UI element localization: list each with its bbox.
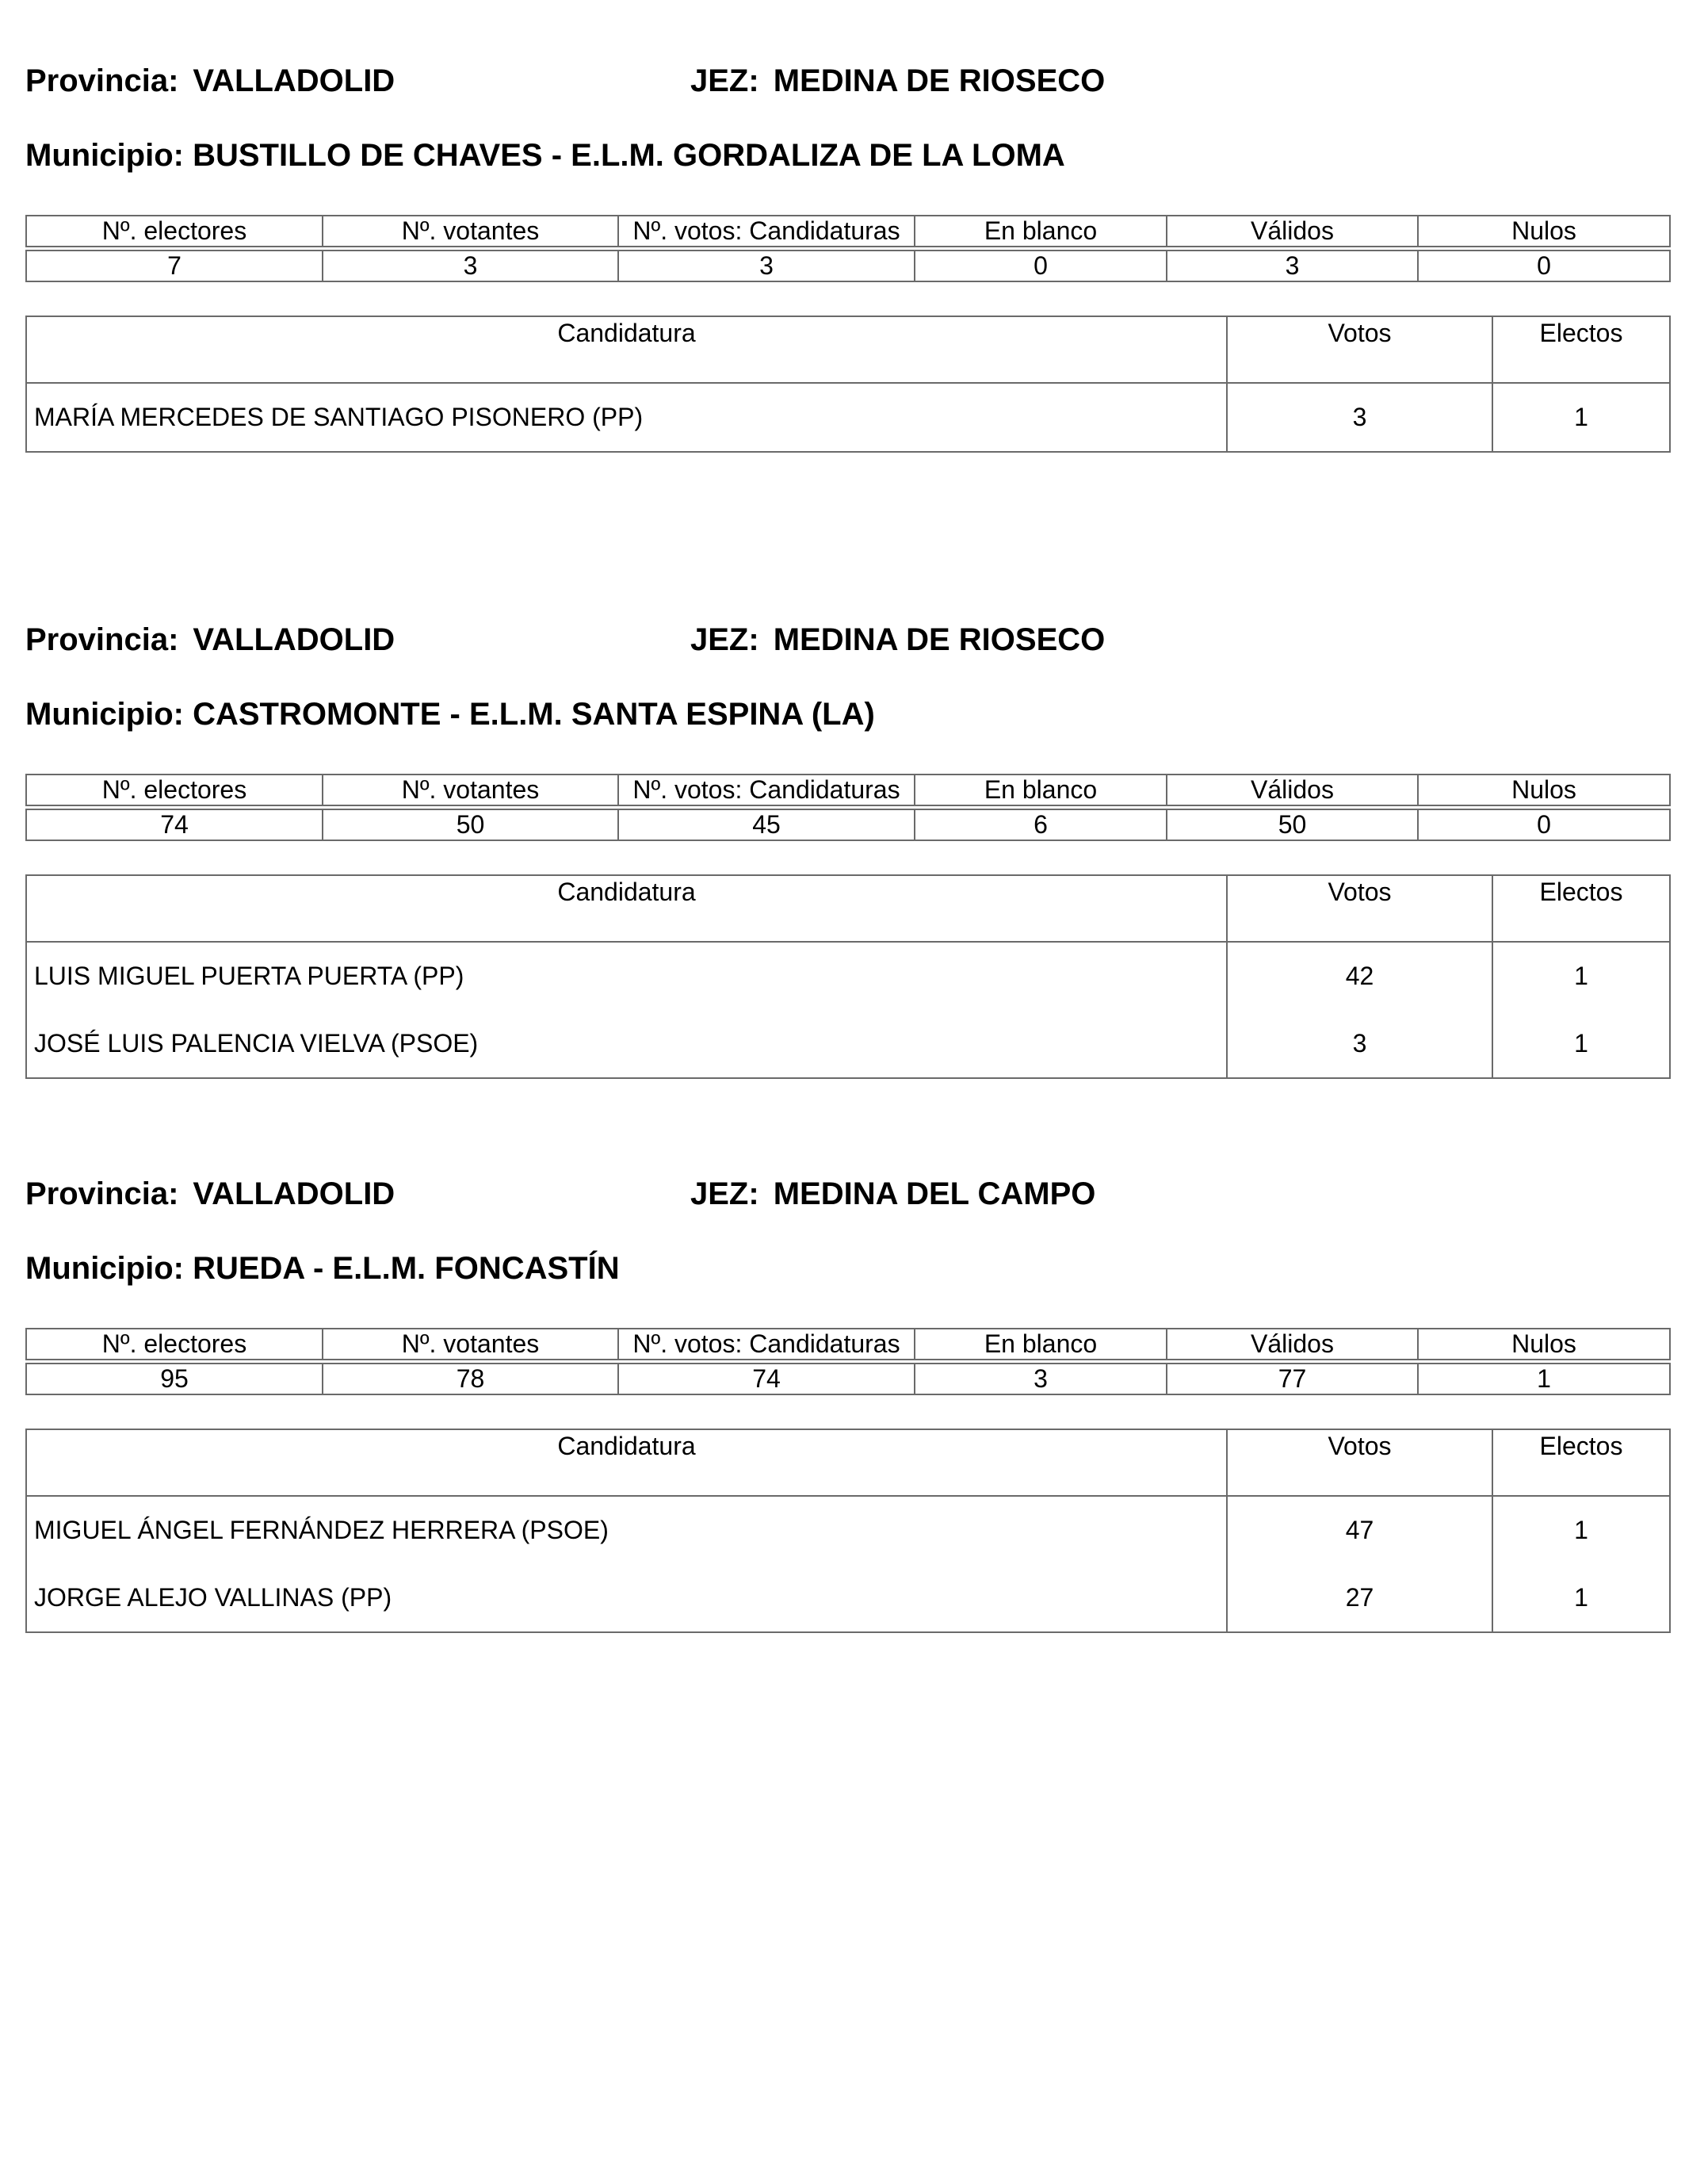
stats-header-nulos: Nulos xyxy=(1418,775,1670,805)
municipio-label: Municipio: xyxy=(25,138,184,173)
stats-value-votos-candidaturas: 3 xyxy=(618,251,915,281)
stats-value-validos: 77 xyxy=(1167,1364,1418,1394)
electos-header: Electos xyxy=(1492,875,1670,942)
candidates-header-row xyxy=(26,316,1670,383)
stats-header-validos: Válidos xyxy=(1167,1329,1418,1360)
provincia-label: Provincia: xyxy=(25,1176,179,1211)
candidate-votos: 3 xyxy=(1227,1010,1492,1078)
stats-header-validos: Válidos xyxy=(1167,775,1418,805)
stats-table xyxy=(25,774,1671,841)
candidate-votos: 47 xyxy=(1227,1496,1492,1564)
candidate-electos: 1 xyxy=(1492,1564,1670,1632)
candidates-table xyxy=(25,874,1671,1079)
stats-value-votos-candidaturas: 74 xyxy=(618,1364,915,1394)
jez-line xyxy=(690,616,1105,664)
stats-header-en-blanco: En blanco xyxy=(915,1329,1167,1360)
provincia-line xyxy=(25,616,395,664)
stats-header-en-blanco: En blanco xyxy=(915,775,1167,805)
provincia-line xyxy=(25,1170,395,1218)
municipio-line xyxy=(25,690,875,738)
municipio-label: Municipio: xyxy=(25,1251,184,1286)
votos-header: Votos xyxy=(1227,875,1492,942)
jez-value: MEDINA DE RIOSECO xyxy=(773,622,1106,657)
stats-value-votantes: 3 xyxy=(323,251,618,281)
candidate-row xyxy=(26,1496,1670,1564)
stats-value-row xyxy=(26,1364,1670,1394)
electos-header: Electos xyxy=(1492,1429,1670,1496)
stats-value-electores: 74 xyxy=(26,809,323,840)
stats-value-validos: 50 xyxy=(1167,809,1418,840)
stats-header-row xyxy=(26,1329,1670,1360)
stats-value-validos: 3 xyxy=(1167,251,1418,281)
municipio-value: BUSTILLO DE CHAVES - E.L.M. GORDALIZA DE LA LOMA xyxy=(193,138,1065,173)
jez-value: MEDINA DEL CAMPO xyxy=(773,1176,1096,1211)
stats-header-votos-candidaturas: Nº. votos: Candidaturas xyxy=(618,216,915,247)
candidatura-header: Candidatura xyxy=(26,1429,1227,1496)
candidate-row xyxy=(26,942,1670,1010)
candidatura-header: Candidatura xyxy=(26,316,1227,383)
votos-header: Votos xyxy=(1227,316,1492,383)
provincia-line xyxy=(25,57,395,105)
candidate-electos: 1 xyxy=(1492,383,1670,452)
jez-line xyxy=(690,57,1105,105)
stats-value-votos-candidaturas: 45 xyxy=(618,809,915,840)
municipio-line xyxy=(25,132,1065,179)
stats-value-nulos: 0 xyxy=(1418,251,1670,281)
stats-value-en-blanco: 6 xyxy=(915,809,1167,840)
stats-value-votantes: 78 xyxy=(323,1364,618,1394)
candidate-votos: 3 xyxy=(1227,383,1492,452)
stats-header-electores: Nº. electores xyxy=(26,775,323,805)
stats-value-electores: 7 xyxy=(26,251,323,281)
municipio-value: RUEDA - E.L.M. FONCASTÍN xyxy=(193,1251,620,1286)
stats-value-nulos: 1 xyxy=(1418,1364,1670,1394)
candidate-name: MIGUEL ÁNGEL FERNÁNDEZ HERRERA (PSOE) xyxy=(26,1496,1227,1564)
stats-header-nulos: Nulos xyxy=(1418,1329,1670,1360)
candidates-header-row xyxy=(26,875,1670,942)
candidate-name: MARÍA MERCEDES DE SANTIAGO PISONERO (PP) xyxy=(26,383,1227,452)
candidatura-header: Candidatura xyxy=(26,875,1227,942)
provincia-label: Provincia: xyxy=(25,622,179,657)
provincia-value: VALLADOLID xyxy=(193,622,395,657)
jez-label: JEZ: xyxy=(690,1176,759,1211)
stats-header-votantes: Nº. votantes xyxy=(323,775,618,805)
provincia-value: VALLADOLID xyxy=(193,1176,395,1211)
candidate-electos: 1 xyxy=(1492,1010,1670,1078)
municipio-line xyxy=(25,1245,620,1292)
candidate-name: JORGE ALEJO VALLINAS (PP) xyxy=(26,1564,1227,1632)
candidate-row xyxy=(26,1564,1670,1632)
votos-header: Votos xyxy=(1227,1429,1492,1496)
stats-header-votantes: Nº. votantes xyxy=(323,216,618,247)
stats-header-votos-candidaturas: Nº. votos: Candidaturas xyxy=(618,775,915,805)
stats-value-row xyxy=(26,251,1670,281)
candidate-votos: 42 xyxy=(1227,942,1492,1010)
jez-line xyxy=(690,1170,1095,1218)
candidates-header-row xyxy=(26,1429,1670,1496)
candidate-votos: 27 xyxy=(1227,1564,1492,1632)
stats-value-nulos: 0 xyxy=(1418,809,1670,840)
electos-header: Electos xyxy=(1492,316,1670,383)
stats-table xyxy=(25,1328,1671,1395)
stats-header-nulos: Nulos xyxy=(1418,216,1670,247)
candidate-electos: 1 xyxy=(1492,1496,1670,1564)
stats-table xyxy=(25,215,1671,282)
jez-label: JEZ: xyxy=(690,63,759,98)
stats-header-electores: Nº. electores xyxy=(26,1329,323,1360)
candidates-table xyxy=(25,316,1671,453)
stats-header-validos: Válidos xyxy=(1167,216,1418,247)
candidates-table xyxy=(25,1429,1671,1633)
municipio-label: Municipio: xyxy=(25,697,184,732)
candidate-name: JOSÉ LUIS PALENCIA VIELVA (PSOE) xyxy=(26,1010,1227,1078)
stats-value-electores: 95 xyxy=(26,1364,323,1394)
stats-header-row xyxy=(26,775,1670,805)
stats-value-row xyxy=(26,809,1670,840)
stats-header-votos-candidaturas: Nº. votos: Candidaturas xyxy=(618,1329,915,1360)
jez-label: JEZ: xyxy=(690,622,759,657)
municipio-value: CASTROMONTE - E.L.M. SANTA ESPINA (LA) xyxy=(193,697,875,732)
stats-header-votantes: Nº. votantes xyxy=(323,1329,618,1360)
candidate-row xyxy=(26,383,1670,452)
stats-value-en-blanco: 0 xyxy=(915,251,1167,281)
stats-value-votantes: 50 xyxy=(323,809,618,840)
stats-header-electores: Nº. electores xyxy=(26,216,323,247)
stats-value-en-blanco: 3 xyxy=(915,1364,1167,1394)
candidate-name: LUIS MIGUEL PUERTA PUERTA (PP) xyxy=(26,942,1227,1010)
provincia-label: Provincia: xyxy=(25,63,179,98)
stats-header-en-blanco: En blanco xyxy=(915,216,1167,247)
jez-value: MEDINA DE RIOSECO xyxy=(773,63,1106,98)
candidate-electos: 1 xyxy=(1492,942,1670,1010)
provincia-value: VALLADOLID xyxy=(193,63,395,98)
candidate-row xyxy=(26,1010,1670,1078)
stats-header-row xyxy=(26,216,1670,247)
